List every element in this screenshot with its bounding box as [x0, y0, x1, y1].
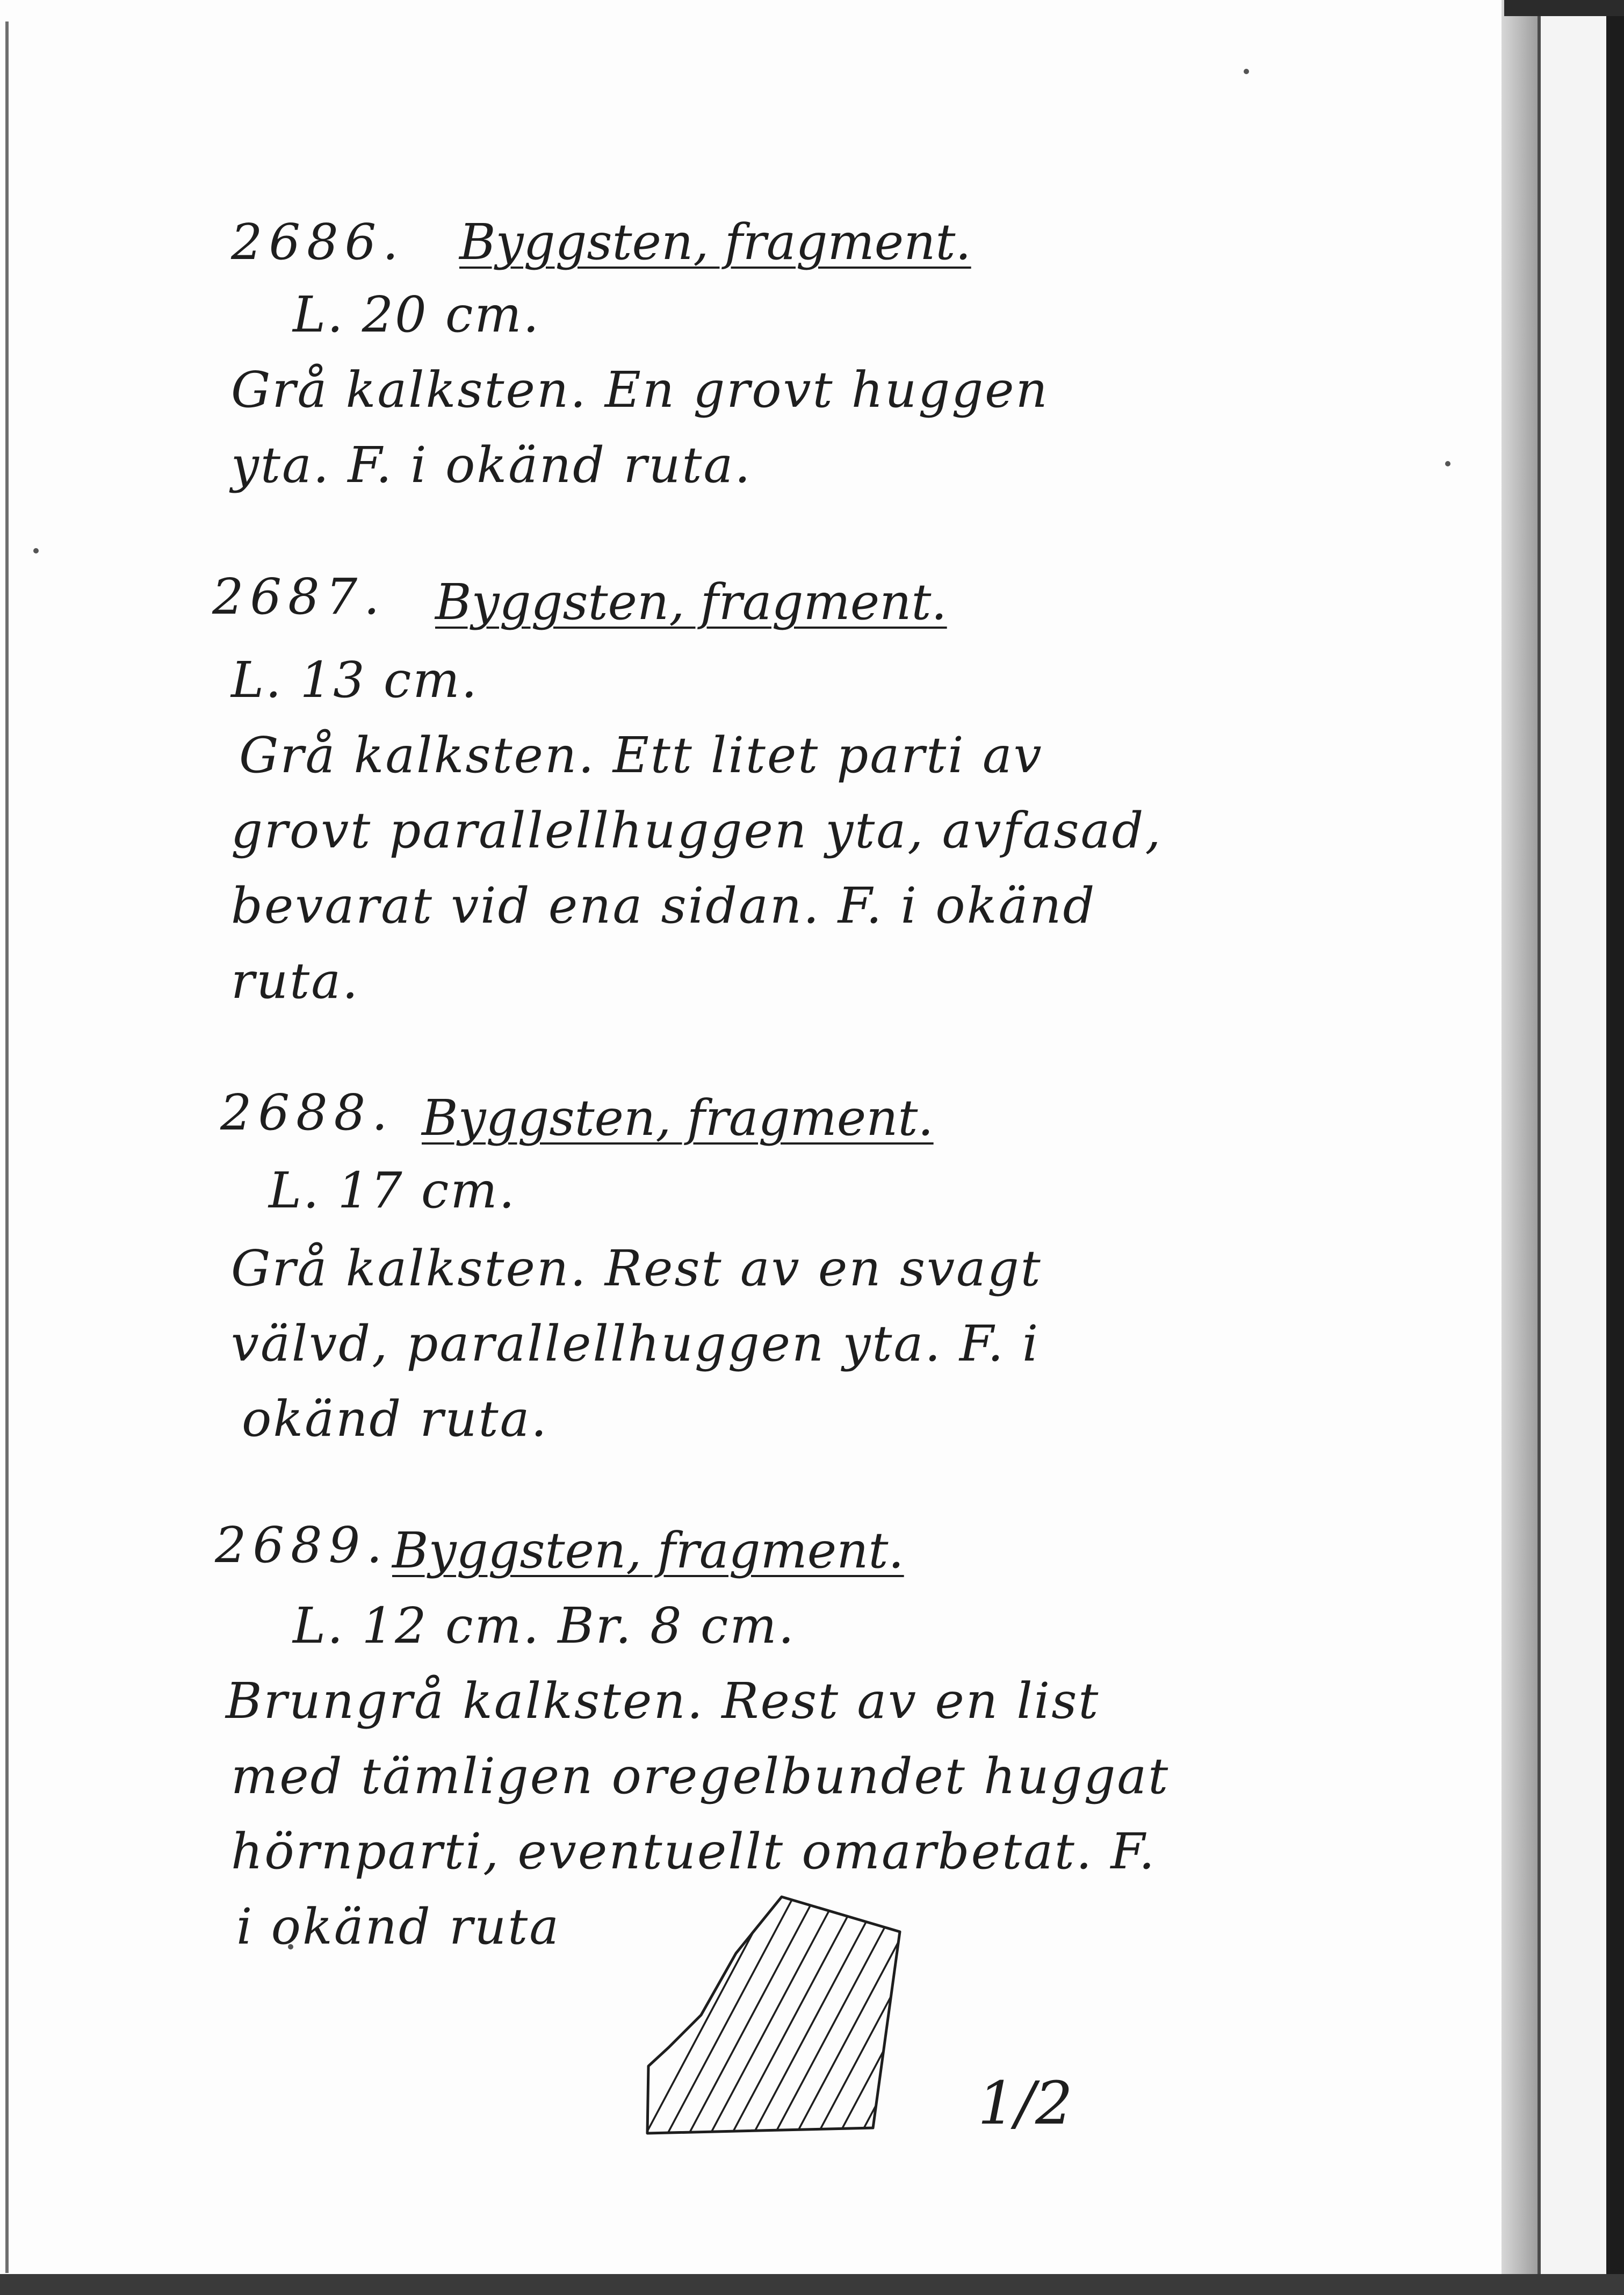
- entry-number: 2689.: [215, 1516, 389, 1574]
- entry-text-line: Grå kalksten. En grovt huggen: [231, 361, 1049, 419]
- entry-text-line: grovt parallellhuggen yta, avfasad,: [231, 802, 1163, 859]
- entry-measure: L. 20 cm.: [293, 286, 540, 343]
- entry-text-line: välvd, parallellhuggen yta. F. i: [231, 1315, 1040, 1372]
- entry-text-line: ruta.: [231, 952, 360, 1010]
- entry-title: Byggsten, fragment.: [435, 573, 947, 631]
- scale-note: 1/2: [978, 2069, 1073, 2138]
- entry-number: 2686.: [231, 213, 405, 271]
- entry-number: 2687.: [212, 568, 386, 625]
- entry-text-line: bevarat vid ena sidan. F. i okänd: [231, 877, 1096, 934]
- entry-text-line: med tämligen oregelbundet huggat: [231, 1747, 1170, 1805]
- page-gutter: [1502, 0, 1539, 2295]
- scan-border-right: [1606, 0, 1624, 2295]
- entry-title: Byggsten, fragment.: [459, 213, 971, 271]
- ink-speck: [1244, 69, 1249, 74]
- entry-measure: L. 17 cm.: [269, 1162, 516, 1219]
- scan-border-top: [1504, 0, 1624, 16]
- entry-text-line: yta. F. i okänd ruta.: [231, 436, 752, 494]
- page-edge-left: [5, 21, 9, 2273]
- fragment-sketch: [642, 1889, 911, 2136]
- entry-text-line: Grå kalksten. Ett litet parti av: [239, 726, 1043, 784]
- ink-speck: [33, 548, 39, 553]
- entry-number: 2688.: [220, 1084, 394, 1141]
- scan-border-bottom: [0, 2274, 1624, 2295]
- entry-text-line: okänd ruta.: [242, 1390, 548, 1448]
- entry-text-line: Brungrå kalksten. Rest av en list: [226, 1672, 1100, 1730]
- entry-title: Byggsten, fragment.: [392, 1522, 904, 1579]
- entry-measure: L. 12 cm. Br. 8 cm.: [293, 1597, 796, 1654]
- entry-measure: L. 13 cm.: [231, 651, 479, 709]
- entry-text-line: Grå kalksten. Rest av en svagt: [231, 1240, 1042, 1297]
- sketch-hatching: [642, 1889, 911, 2136]
- ink-speck: [1445, 461, 1450, 466]
- entry-title: Byggsten, fragment.: [422, 1089, 934, 1147]
- entry-text-line: i okänd ruta: [236, 1898, 561, 1955]
- entry-text-line: hörnparti, eventuellt omarbetat. F.: [231, 1823, 1157, 1880]
